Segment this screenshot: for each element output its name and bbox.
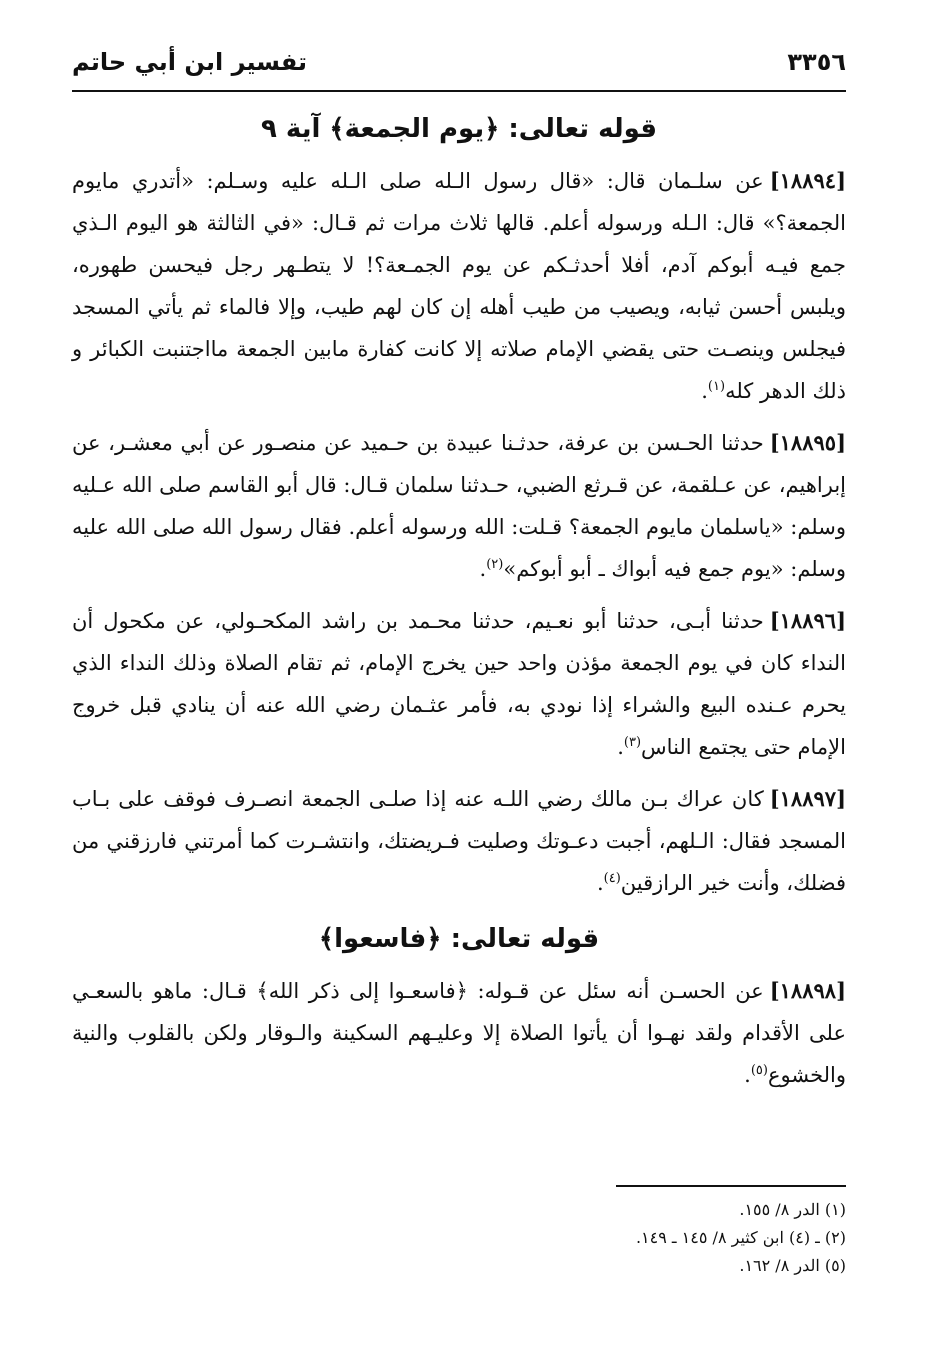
sentence-end: . (701, 379, 708, 403)
page-number: ٣٣٥٦ (787, 48, 846, 76)
narration-text: عن سلـمان قال: «قال رسول الـله صلى الـله عليه وسـلم: «أتدري مايوم الجمعة؟» قال: الـله ورسوله أعلم. قالها ثلاث مرات ثم قـال: «في الثالثة هو اليوم الـذي جمع فيـه أبوكم آدم، أفلا أحدثـكم عن يوم الجمـعة؟! لا يتطـهر رجل فيحسن طهوره، ويلبس أحسن ثيابه، ويصيب من طيب أهله إن كان لهم طيب، وإلا فالماء ثم يأتي المسجد فيجلس وينصـت حتى يقضي الإمام صلاته إلا كانت كفارة مابين الجمعة مااجتنبت الكبائر و ذلك الدهر كله (72, 169, 846, 403)
footnote-marker: (١) (707, 379, 726, 394)
narration-paragraph (72, 600, 846, 768)
sentence-end: . (479, 557, 487, 581)
page-body (72, 104, 846, 1106)
narration-number: [١٨٨٩٥] (769, 430, 846, 455)
narration-number: [١٨٨٩٦] (769, 608, 846, 633)
book-title: تفسير ابن أبي حاتم (72, 48, 307, 76)
narration-number: [١٨٨٩٤] (769, 168, 846, 193)
footnote: (٢) ـ (٤) ابن كثير ٨/ ١٤٥ ـ ١٤٩. (635, 1228, 846, 1247)
footnote: (٥) الدر ٨/ ١٦٢. (739, 1256, 846, 1275)
footnote-marker: (٣) (623, 735, 642, 750)
narration-text: حدثنا أبـى، حدثنا أبو نعـيم، حدثنا محـمد بن راشد المكحـولي، عن مكحول أن النداء كان في يوم الجمعة مؤذن واحد حين يخرج الإمام، ثم تقام الصلاة وذلك النداء الذي يحرم عـنده البيع والشراء إذا نودي به، فأمر عثـمان رضي الله عنه أن ينادي قبل خروج الإمام حتى يجتمع الناس (72, 609, 846, 759)
sentence-end: . (596, 871, 604, 895)
section-heading: قوله تعالى: ﴿فاسعوا﴾ (318, 924, 600, 954)
narration-paragraph (72, 778, 846, 904)
narration-text: كان عراك بـن مالك رضي اللـه عنه إذا صلـى الجمعة انصـرف فوقف على بـاب المسجد فقال: الـلهم، أجبت دعـوتك وصليت فـريضتك، وانتشـرت كما أمرتني فارزقني من فضلك، وأنت خير الرازقين (72, 787, 846, 895)
footnote-divider (616, 1185, 846, 1187)
narration-text: عن الحسـن أنه سئل عن قـوله: ﴿فاسعـوا إلى ذكر الله﴾ قـال: ماهو بالسعـي على الأقدام ولقد نهـوا أن يأتوا الصلاة إلا وعليـهم السكينة والـوقار ولكن بالقلوب والنية والخشوع (72, 979, 846, 1087)
narration-paragraph (72, 422, 846, 590)
footnote-marker: (٤) (603, 871, 621, 886)
sentence-end: . (744, 1063, 751, 1087)
running-header (72, 42, 846, 92)
narration-text: حدثنا الحـسن بن عرفة، حدثـنا عبيدة بن حـميد عن منصـور عن أبي معشـر، عن إبراهيم، عن عـلقمة، عن قـرثع الضبي، حـدثنا سلمان قـال: قال أبو القاسم صلى الله عـليه وسلم: «ياسلمان مايوم الجمعة؟ قـلت: الله ورسوله أعلم. فقال رسول الله صلى الله عليه وسلم: «يوم جمع فيه أبواك ـ أبو أبوكم» (72, 431, 846, 581)
footnote: (١) الدر ٨/ ١٥٥. (739, 1200, 846, 1219)
footnote-marker: (٢) (486, 557, 504, 572)
narration-number: [١٨٨٩٨] (769, 978, 846, 1003)
narration-paragraph (72, 160, 846, 412)
narration-number: [١٨٨٩٧] (769, 786, 846, 811)
footnote-marker: (٥) (750, 1063, 768, 1078)
section-heading: قوله تعالى: ﴿يوم الجمعة﴾ آية ٩ (261, 114, 657, 144)
footnotes (446, 1196, 846, 1280)
narration-paragraph (72, 970, 846, 1096)
sentence-end: . (617, 735, 624, 759)
